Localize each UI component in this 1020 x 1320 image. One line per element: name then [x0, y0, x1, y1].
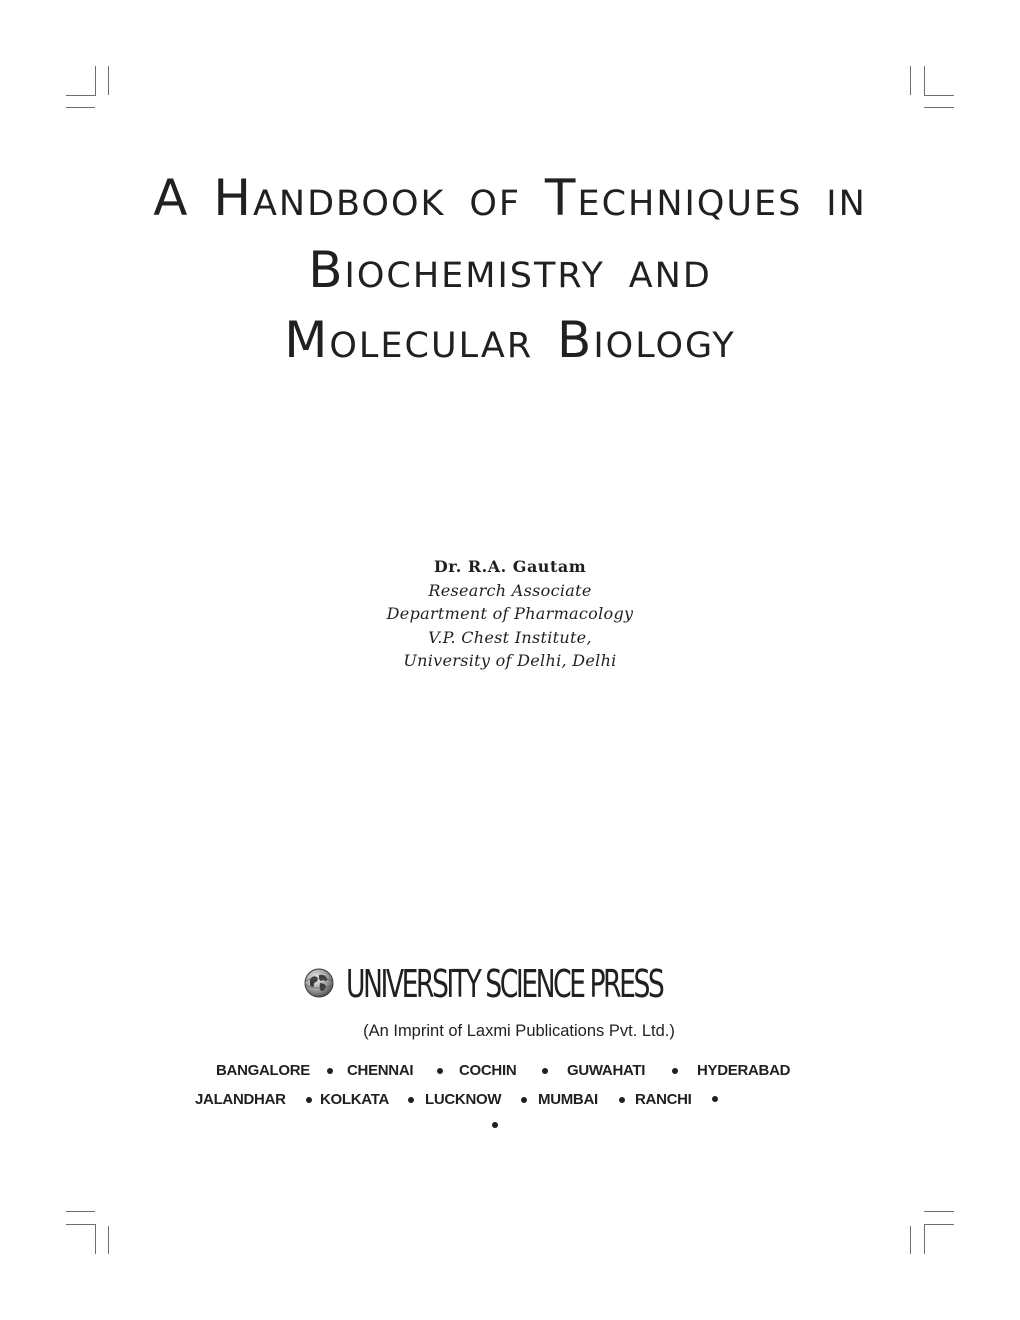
crop-mark-top-right-v — [910, 66, 911, 95]
crop-mark-bottom-left-v2 — [108, 1226, 109, 1254]
author-university: University of Delhi, Delhi — [403, 651, 617, 670]
globe-icon — [304, 968, 334, 998]
bullet-separator — [672, 1068, 678, 1074]
author-institute: V.P. Chest Institute, — [428, 627, 592, 647]
crop-mark-top-left-h — [66, 95, 95, 96]
bullet-separator — [408, 1097, 414, 1103]
crop-mark-bottom-left-v — [95, 1224, 96, 1254]
title-line-2: Biochemistry and — [308, 241, 712, 299]
crop-mark-top-right-v2 — [924, 66, 925, 96]
crop-mark-bottom-right-h2 — [924, 1224, 954, 1225]
crop-mark-top-right-h2 — [924, 107, 954, 108]
city-lucknow: LUCKNOW — [425, 1091, 502, 1108]
crop-mark-top-left-h2 — [66, 107, 95, 108]
title-line-1: A Handbook of Techniques in — [153, 169, 867, 227]
crop-mark-bottom-right-h — [924, 1211, 954, 1212]
bullet-separator — [521, 1097, 527, 1103]
bullet-separator — [712, 1096, 718, 1102]
cities-row-1 — [0, 1062, 1020, 1082]
city-chennai: CHENNAI — [347, 1062, 414, 1079]
bullet-separator — [619, 1097, 625, 1103]
crop-mark-top-left-v — [95, 66, 96, 96]
bullet-separator — [437, 1068, 443, 1074]
city-kolkata: KOLKATA — [320, 1091, 389, 1108]
title-line-3: Molecular Biology — [284, 311, 736, 369]
author-department: Department of Pharmacology — [386, 604, 634, 623]
city-hyderabad: HYDERABAD — [697, 1062, 791, 1079]
crop-mark-bottom-left-h — [66, 1211, 95, 1212]
publisher-imprint: (An Imprint of Laxmi Publications Pvt. Ltd.) — [363, 1022, 675, 1040]
city-guwahati: GUWAHATI — [567, 1062, 646, 1079]
publisher-name: UNIVERSITY SCIENCE PRESS — [346, 962, 663, 1006]
city-mumbai: MUMBAI — [538, 1091, 598, 1108]
bullet-separator — [542, 1068, 548, 1074]
bullet-separator — [306, 1097, 312, 1103]
author-block — [0, 555, 1020, 673]
crop-mark-top-left-v2 — [108, 66, 109, 95]
city-cochin: COCHIN — [459, 1062, 517, 1079]
city-ranchi: RANCHI — [635, 1091, 692, 1108]
crop-mark-bottom-right-v — [910, 1226, 911, 1254]
crop-mark-bottom-left-h2 — [66, 1224, 95, 1225]
author-position: Research Associate — [428, 580, 592, 600]
city-jalandhar: JALANDHAR — [195, 1091, 286, 1108]
crop-mark-top-right-h — [924, 95, 954, 96]
publisher-logo-block — [0, 960, 1020, 1010]
bullet-separator — [327, 1068, 333, 1074]
city-bangalore: BANGALORE — [216, 1062, 310, 1079]
bullet-separator — [492, 1122, 498, 1128]
author-name: Dr. R.A. Gautam — [433, 557, 587, 576]
cities-row-2 — [0, 1091, 1020, 1111]
crop-mark-bottom-right-v2 — [924, 1224, 925, 1254]
